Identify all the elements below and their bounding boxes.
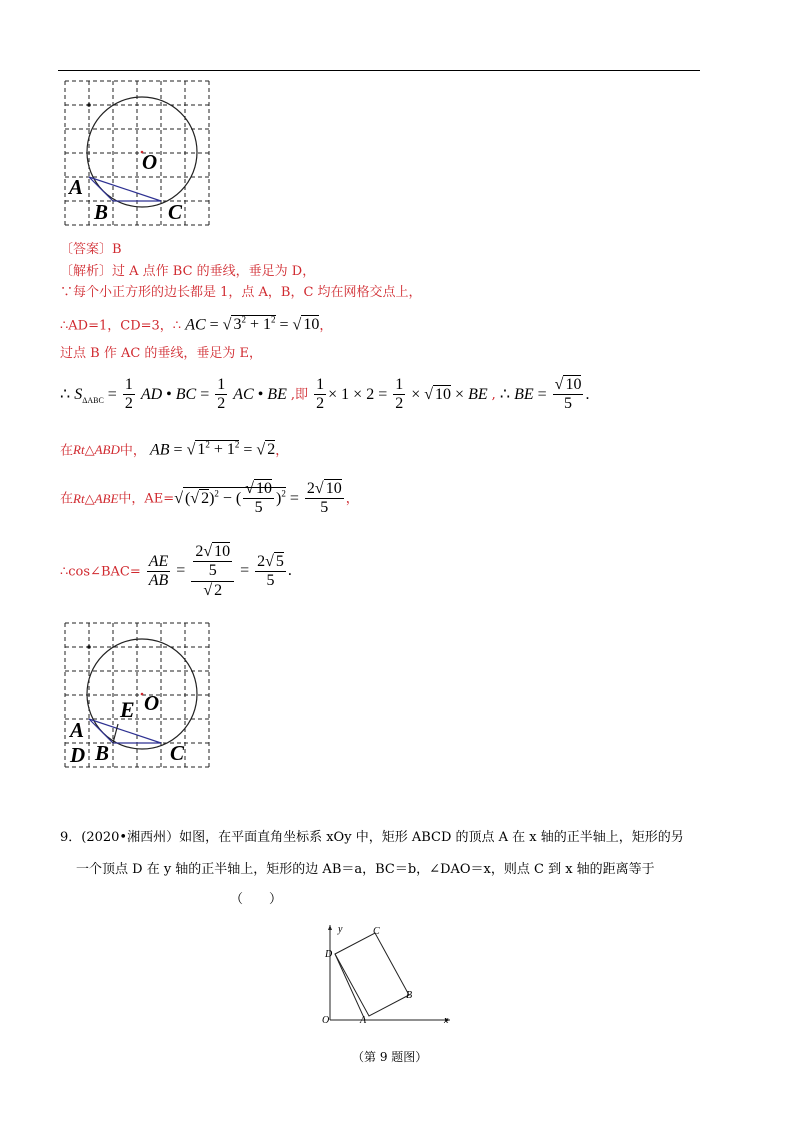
label-b: B — [94, 200, 109, 224]
label-d-3: D — [325, 949, 333, 960]
label-a-2: A — [70, 718, 85, 742]
solution-line-4: 过点 B 作 AC 的垂线，垂足为 E， — [60, 346, 263, 361]
question-9-line-2: 一个顶点 D 在 y 轴的正半轴上，矩形的边 AB＝a，BC＝b，∠DAO＝x，则点 C 到 x 轴的距离等于 — [76, 862, 655, 877]
figure-3-rectangle — [318, 920, 458, 1032]
analysis-line: 〔解析〕过 A 点作 BC 的垂线，垂足为 D， — [60, 264, 316, 279]
solution-line-3: ∴AD=1，CD=3，∴ AC = √ $3^2 + 1^2$ = √ 10， — [60, 315, 333, 334]
solution-line-7: 在Rt△ABE中，AE=√ (√ 2)$^2$ − ( $\frac{√ 10}{5}$ )$^2$ = $\frac{2√ 10}{5}$ ， — [60, 480, 359, 517]
triangle-abc — [89, 177, 161, 201]
solution-line-5: ∴ $S_{\Delta ABC}$ = $\frac{1}{2}$ AD • BC = $\frac{1}{2}$ AC • BE ,即 $\frac{1}{2}$ × 1 × 2 = $\frac{1}{2}$ × √ 10 × BE , ∴ BE = $\frac{√ 10}{5}$ . — [60, 376, 590, 413]
label-o: O — [142, 150, 158, 174]
solution-line-6: 在Rt△ABD中， AB = √ $1^2 + 1^2$ = √ 2， — [60, 440, 289, 459]
label-a-3: A — [360, 1015, 367, 1026]
label-axis-x: x — [444, 1015, 449, 1026]
solution-line-8: ∴cos∠BAC= $\frac{AE}{AB}$ = $\frac{\frac{2√ 10}{5}}{√ 2}$ = $\frac{2√ 5}{5}$ . — [60, 543, 292, 599]
segment-da — [335, 954, 365, 1020]
answer-blank: （ ） — [230, 892, 283, 907]
label-b-3: B — [406, 990, 413, 1001]
label-e: E — [120, 697, 135, 722]
label-c-2: C — [170, 741, 185, 765]
label-a: A — [69, 175, 84, 199]
question-9-line-1: 9．(2020•湘西州）如图，在平面直角坐标系 xOy 中，矩形 ABCD 的顶点 A 在 x 轴的正半轴上，矩形的另 — [60, 830, 684, 845]
label-o-2: O — [144, 691, 160, 715]
label-d: D — [70, 743, 86, 767]
solution-line-2: ∵每个小正方形的边长都是 1，点 A，B，C 均在网格交点上， — [60, 285, 422, 300]
label-c: C — [168, 200, 183, 224]
label-b-2: B — [95, 741, 110, 765]
rectangle-abcd — [335, 933, 409, 1016]
answer-line: 〔答案〕B — [60, 242, 122, 257]
label-origin-o: O — [322, 1015, 330, 1026]
top-rule — [58, 70, 700, 71]
figure-caption: （第 9 题图） — [352, 1050, 428, 1064]
label-axis-y: y — [338, 924, 343, 935]
label-c-3: C — [373, 926, 380, 937]
